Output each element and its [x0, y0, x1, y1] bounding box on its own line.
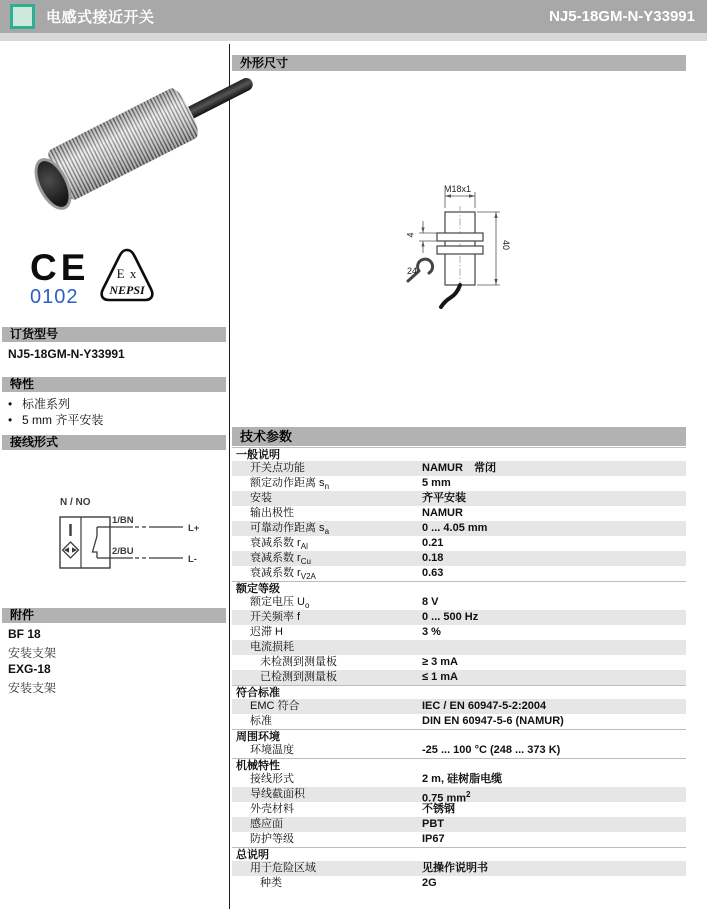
tech-row-label: 迟滞 H — [250, 626, 283, 638]
tech-row-value: 0 ... 500 Hz — [422, 611, 479, 623]
tech-row-value: IP67 — [422, 833, 445, 845]
tech-row-value: 见操作说明书 — [422, 862, 488, 874]
brand-square-icon — [10, 4, 35, 29]
switch-contact — [93, 527, 98, 558]
accessory-desc: 安装支架 — [8, 681, 57, 695]
nut-thickness-label: 4 — [405, 232, 416, 238]
tech-row — [232, 521, 686, 536]
tech-row-value: NAMUR 常闭 — [422, 462, 496, 474]
tech-row-value: 8 V — [422, 596, 439, 608]
feature-item — [8, 395, 70, 412]
tech-row-label: 衰减系数 $r_{V2A}$ — [250, 567, 316, 581]
accessory-code: EXG-18 — [8, 662, 51, 676]
tech-row — [232, 566, 686, 581]
mounting-nut — [437, 233, 483, 241]
tech-row — [232, 536, 686, 551]
tech-group-title: 符合标准 — [232, 685, 686, 699]
tech-row-value: 齐平安装 — [422, 492, 466, 504]
thread-dim-label: M18x1 — [444, 184, 472, 194]
tech-group-title: 额定等级 — [232, 581, 686, 595]
tech-row-label: EMC 符合 — [250, 700, 300, 712]
tech-row — [232, 876, 686, 891]
tech-row-value: 0 ... 4.05 mm — [422, 522, 488, 534]
tech-row-label: 感应面 — [250, 818, 283, 830]
feature-text: 5 mm 齐平安装 — [22, 413, 104, 427]
wire1-label: 1/BN — [112, 515, 134, 526]
arrowhead — [421, 228, 424, 234]
tech-row — [232, 551, 686, 566]
mounting-nut — [437, 246, 483, 254]
tech-row — [232, 610, 686, 625]
bullet-icon: • — [8, 397, 13, 411]
tech-row-label: 可靠动作距离 $s_a$ — [250, 522, 330, 536]
tech-row-label: 防护等级 — [250, 833, 294, 845]
header-part-number: NJ5-18GM-N-Y33991 — [549, 8, 695, 25]
tech-row-label: 安装 — [250, 492, 272, 504]
tech-group-title: 周围环境 — [232, 729, 686, 743]
tech-row — [232, 491, 686, 506]
tech-row-value: PBT — [422, 818, 444, 830]
tech-row — [232, 772, 686, 787]
tech-row — [232, 832, 686, 847]
tech-row-label: 输出极性 — [250, 507, 294, 519]
tech-group-title: 总说明 — [232, 847, 686, 861]
tech-row-value: 2 m, 硅树脂电缆 — [422, 773, 503, 785]
nepsi-ex-logo — [93, 246, 161, 314]
tech-row — [232, 743, 686, 758]
top-header-bar — [0, 0, 707, 33]
tech-row-value: ≥ 3 mA — [422, 656, 458, 668]
tech-row — [232, 817, 686, 832]
tech-row-value: 不锈钢 — [422, 803, 455, 815]
dimension-drawing — [390, 168, 555, 318]
tech-row-label: 环境温度 — [250, 744, 294, 756]
wiring-type-label: N / NO — [60, 497, 91, 508]
ce-number: 0102 — [30, 286, 79, 308]
tech-row-label: 未检测到测量板 — [260, 656, 337, 668]
arrowhead — [445, 194, 451, 197]
feature-item — [8, 411, 103, 428]
tech-row-label: 开关点功能 — [250, 462, 305, 474]
tech-data-table — [232, 447, 686, 891]
tech-row-value: ≤ 1 mA — [422, 671, 458, 683]
tech-row — [232, 625, 686, 640]
accessories-heading: 附件 — [2, 608, 226, 623]
tech-row — [232, 861, 686, 876]
tech-data-heading: 技术参数 — [232, 427, 686, 446]
ce-logo: CE — [30, 247, 90, 288]
features-heading: 特性 — [2, 377, 226, 392]
wire2-label: 2/BU — [112, 546, 134, 557]
tech-row-value: 3 % — [422, 626, 441, 638]
arrowhead — [494, 279, 497, 285]
tech-row-label: 标准 — [250, 715, 272, 727]
tech-row — [232, 670, 686, 685]
tech-row-label: 接线形式 — [250, 773, 294, 785]
tech-row-label: 额定电压 $U_o$ — [250, 596, 310, 610]
tech-row — [232, 699, 686, 714]
tech-row-label: 导线截面积 — [250, 788, 305, 800]
length-dim-label: 40 — [501, 239, 512, 251]
bullet-icon: • — [8, 413, 13, 427]
accessory-code: BF 18 — [8, 627, 41, 641]
tech-row — [232, 461, 686, 476]
tech-row-value: NAMUR — [422, 507, 463, 519]
tech-row — [232, 595, 686, 610]
tech-row-label: 开关频率 f — [250, 611, 301, 623]
tech-row-value: 0.21 — [422, 537, 444, 549]
tech-row-value: -25 ... 100 °C (248 ... 373 K) — [422, 744, 561, 756]
nepsi-ex-text: E x — [116, 266, 138, 281]
wiring-diagram — [55, 492, 225, 584]
tech-row-label: 已检测到测量板 — [260, 671, 337, 683]
product-photo — [30, 68, 212, 228]
tech-row-label: 衰减系数 $r_{Cu}$ — [250, 552, 311, 566]
terminal-plus-label: L+ — [188, 523, 200, 534]
tech-row-label: 种类 — [260, 877, 282, 889]
accessory-desc: 安装支架 — [8, 646, 57, 660]
tech-row-label: 电流损耗 — [250, 641, 294, 653]
tech-row-value: IEC / EN 60947-5-2:2004 — [422, 700, 547, 712]
feature-text: 标准系列 — [22, 397, 71, 411]
wrench-size-label: 24 — [407, 266, 418, 276]
tech-row-value: 2G — [422, 877, 437, 889]
tech-row — [232, 506, 686, 521]
tech-row-value: 5 mm — [422, 477, 451, 489]
tech-row-value: 0.75 $mm^2$ — [422, 790, 471, 805]
tech-row — [232, 787, 686, 805]
tech-row-label: 额定动作距离 $s_n$ — [250, 477, 330, 491]
tech-row — [232, 476, 686, 491]
nepsi-name-text: NEPSI — [109, 283, 145, 297]
tech-row-label: 衰减系数 $r_{Al}$ — [250, 537, 308, 551]
terminal-minus-label: L- — [188, 554, 197, 565]
drawing-cable — [441, 285, 460, 307]
tech-row — [232, 714, 686, 729]
order-code: NJ5-18GM-N-Y33991 — [8, 347, 125, 361]
tech-row — [232, 655, 686, 670]
tech-row-label: 用于危险区域 — [250, 862, 316, 874]
tech-row-value: 0.63 — [422, 567, 444, 579]
arrowhead — [421, 241, 424, 247]
arrowhead — [469, 194, 475, 197]
tech-row-value: DIN EN 60947-5-6 (NAMUR) — [422, 715, 564, 727]
header-shadow-strip — [0, 33, 707, 41]
arrowhead — [494, 212, 497, 218]
tech-row — [232, 640, 686, 655]
sensor-box — [60, 517, 110, 568]
connection-heading: 接线形式 — [2, 435, 226, 450]
tech-group-title: 一般说明 — [232, 447, 686, 461]
tech-row-label: 外壳材料 — [250, 803, 294, 815]
tech-group-title: 机械特性 — [232, 758, 686, 772]
tech-row-value: 0.18 — [422, 552, 444, 564]
dimensions-heading: 外形尺寸 — [232, 55, 686, 71]
column-divider — [229, 44, 230, 909]
page-title: 电感式接近开关 — [46, 9, 155, 26]
order-code-heading: 订货型号 — [2, 327, 226, 342]
